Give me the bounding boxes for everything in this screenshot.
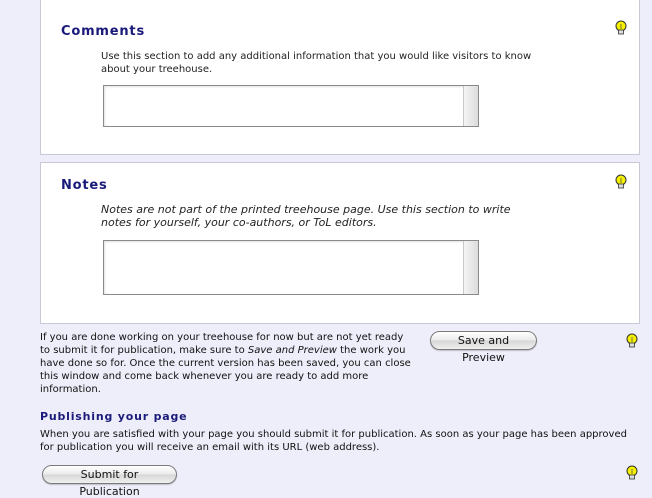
notes-title: Notes: [61, 178, 108, 193]
notes-description: Notes are not part of the printed treehouse page. Use this section to write notes for yourself, your co-authors, or ToL editors.: [101, 203, 511, 229]
lightbulb-help-icon[interactable]: [626, 333, 638, 349]
submit-for-publication-button[interactable]: Submit for Publication: [42, 465, 177, 484]
comments-textarea-scrollbar[interactable]: [463, 86, 478, 126]
save-instructions: [40, 331, 415, 396]
comments-section: [40, 0, 640, 155]
notes-textarea-scrollbar[interactable]: [463, 241, 478, 294]
save-and-preview-button[interactable]: Save and Preview: [430, 331, 537, 350]
publishing-heading: Publishing your page: [40, 410, 188, 423]
publishing-description: When you are satisfied with your page you should submit it for publication. As soon as your page has been approved for publication you will receive an email with its URL (web address).: [40, 429, 627, 453]
comments-textarea[interactable]: [103, 85, 479, 127]
save-text-after: the work you have done so for. Once the current version has been saved, you can close this window and come back whenever you are ready to add more information.: [40, 345, 411, 395]
lightbulb-help-icon[interactable]: [615, 20, 627, 36]
notes-textarea[interactable]: [103, 240, 479, 295]
lightbulb-help-icon[interactable]: [615, 174, 627, 190]
save-text-before: If you are done working on your treehouse for now but are not yet ready to submit it for publication, make sure to: [40, 332, 404, 356]
lightbulb-help-icon[interactable]: [626, 465, 638, 481]
comments-title: Comments: [61, 24, 145, 39]
save-text-emphasis: Save and Preview: [247, 345, 337, 356]
comments-description: Use this section to add any additional information that you would like visitors to know about your treehouse.: [101, 51, 532, 75]
notes-section: [40, 162, 640, 324]
